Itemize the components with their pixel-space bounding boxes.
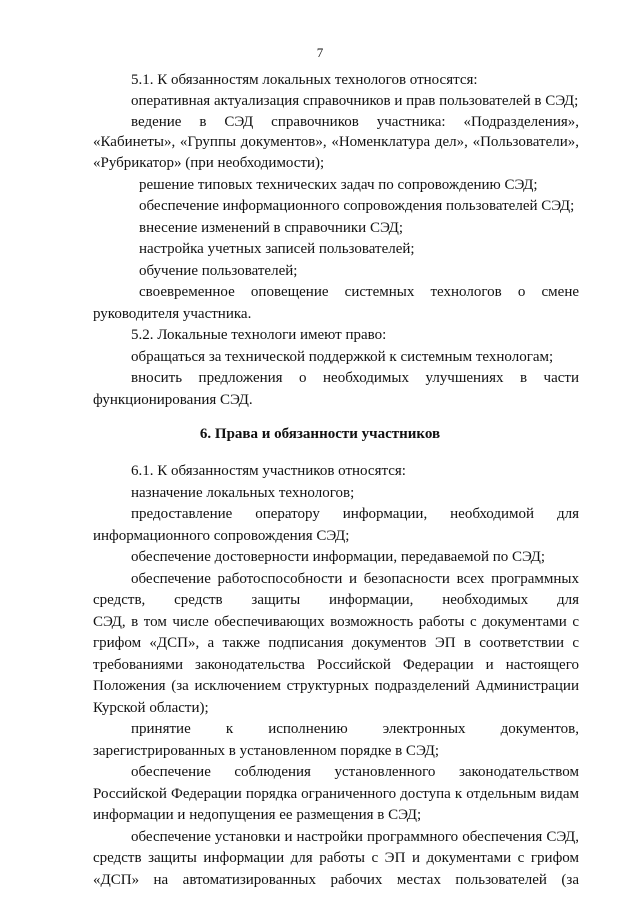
text-line: требованиями законодательства Российской Федерации и настоящего [93,657,579,673]
text-line: обеспечение установки и настройки программного обеспечения СЭД, [131,829,579,845]
section-heading: 6. Права и обязанности участников [199,426,441,442]
text-line: внесение изменений в справочники СЭД; [139,220,403,236]
text-line: 5.1. К обязанностям локальных технологов относятся: [131,72,478,88]
text-line: вносить предложения о необходимых улучшениях в части [131,370,579,386]
text-line: назначение локальных технологов; [131,485,355,501]
page-number: 7 [316,45,324,60]
text-line: информационного сопровождения СЭД; [93,528,350,544]
text-line: предоставление оператору информации, необходимой для [131,506,579,522]
text-line: «Кабинеты», «Группы документов», «Номенклатура дел», «Пользователи», [93,134,579,150]
text-line: «Рубрикатор» (при необходимости); [93,155,325,171]
text-line: оперативная актуализация справочников и прав пользователей в СЭД; [131,93,579,109]
text-line: руководителя участника. [93,306,252,322]
text-line: обеспечение работоспособности и безопасности всех программных [131,571,579,587]
text-line: обращаться за технической поддержкой к системным технологам; [131,349,554,365]
text-line: настройка учетных записей пользователей; [139,241,415,257]
text-line: обеспечение соблюдения установленного законодательством [131,764,579,780]
text-line: Российской Федерации порядка ограниченного доступа к отдельным видам [93,786,579,802]
text-line: своевременное оповещение системных технологов о смене [139,284,579,300]
text-line: функционирования СЭД. [93,392,253,408]
text-line: СЭД, в том числе обеспечивающих возможность работы с документами с [93,614,579,630]
text-line: средств, средств защиты информации, необходимых для [93,592,579,608]
text-line: 5.2. Локальные технологи имеют право: [131,327,387,343]
text-line: «ДСП» на автоматизированных рабочих местах пользователей (за [93,872,579,888]
text-line: обучение пользователей; [139,263,298,279]
text-line: ведение в СЭД справочников участника: «Подразделения», [131,114,579,130]
text-line: зарегистрированных в установленном порядке в СЭД; [93,743,439,759]
text-line: решение типовых технических задач по сопровождению СЭД; [139,177,538,193]
text-line: Положения (за исключением структурных подразделений Администрации [93,678,579,694]
text-line: средств защиты информации для работы с ЭП и документами с грифом [93,850,579,866]
text-line: обеспечение достоверности информации, передаваемой по СЭД; [131,549,546,565]
text-line: грифом «ДСП», а также подписания документов ЭП в соответствии с [93,635,579,651]
text-line: принятие к исполнению электронных документов, [131,721,579,737]
text-line: Курской области); [93,700,209,716]
text-line: 6.1. К обязанностям участников относятся: [131,463,406,479]
text-line: информации и недопущения ее размещения в СЭД; [93,807,422,823]
text-line: обеспечение информационного сопровождения пользователей СЭД; [139,198,575,214]
